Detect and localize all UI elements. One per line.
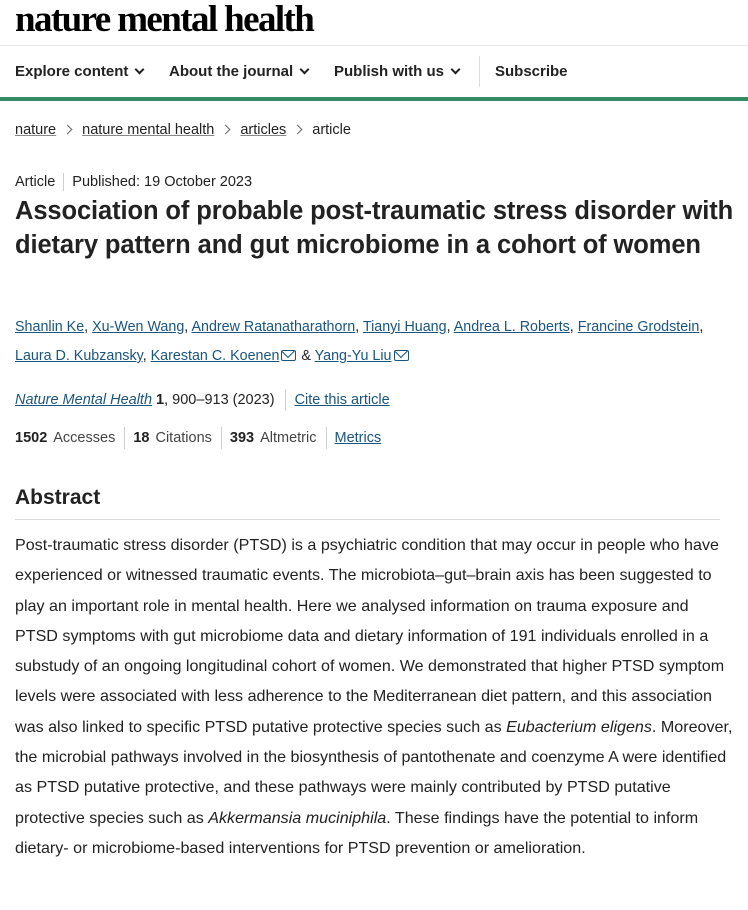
species-name: Akkermansia muciniphila (208, 808, 387, 827)
citation-line (15, 389, 390, 411)
chevron-down-icon (135, 65, 145, 75)
nav-label: Explore content (15, 63, 129, 80)
author-link[interactable]: Karestan C. Koenen (150, 348, 280, 364)
chevron-right-icon (293, 125, 303, 135)
author-link[interactable]: Shanlin Ke (15, 319, 85, 335)
email-icon[interactable] (281, 350, 296, 361)
email-icon[interactable] (394, 350, 409, 361)
article-meta (15, 173, 252, 191)
author-link[interactable]: Andrew Ratanatharathorn (191, 319, 356, 335)
journal-name-link[interactable]: Nature Mental Health (15, 391, 153, 408)
author-link[interactable]: Xu-Wen Wang (92, 319, 185, 335)
citations-count: 18 (133, 429, 150, 446)
nav-label: About the journal (169, 63, 294, 80)
main-nav (0, 46, 748, 101)
article-type: Article (15, 174, 56, 190)
journal-logo[interactable]: nature mental health (15, 0, 314, 40)
nav-divider (479, 56, 480, 87)
breadcrumb (15, 121, 351, 139)
metrics-divider (221, 427, 222, 449)
abstract-heading: Abstract (15, 486, 101, 509)
metrics-divider (326, 427, 327, 449)
citation-divider (285, 389, 286, 411)
nav-publish-with-us[interactable] (334, 46, 459, 97)
author-link[interactable]: Laura D. Kubzansky (15, 348, 143, 364)
masthead (0, 0, 748, 46)
chevron-down-icon (451, 65, 461, 75)
article-title: Association of probable post-traumatic stress disorder with dietary pattern and gut microbiome in a cohort of women (15, 197, 734, 259)
pages-year: , 900–913 (2023) (164, 391, 275, 408)
accesses-count: 1502 (15, 429, 48, 446)
author-joiner: & (301, 348, 311, 364)
altmetric-score: 393 (229, 429, 255, 446)
accesses-label: Accesses (53, 429, 116, 446)
altmetric-label: Altmetric (260, 429, 317, 446)
breadcrumb-item-nature[interactable]: nature (15, 122, 57, 138)
abstract-text (15, 530, 735, 863)
abstract-text-part: . Moreover, the microbial pathways involved in the biosynthesis of pantothenate and coenzyme A were identified as PTSD putative protective, and these pathways were mainly contributed by PTSD putative protective species such as (15, 717, 733, 827)
subscribe-button[interactable]: Subscribe (495, 63, 568, 80)
author-list: Shanlin Ke, Xu-Wen Wang, Andrew Ratanatharathorn, Tianyi Huang, Andrea L. Roberts, Francine Grodstein, Laura D. Kubzansky, Karestan C. Koenen & Yang-Yu Liu (15, 319, 704, 364)
abstract-text-part: . These findings have the potential to inform dietary- or microbiome-based interventions for PTSD prevention or amelioration. (15, 808, 699, 857)
chevron-right-icon (221, 125, 231, 135)
author-link[interactable]: Francine Grodstein (577, 319, 700, 335)
meta-divider (63, 173, 64, 191)
chevron-right-icon (63, 125, 73, 135)
breadcrumb-item-articles[interactable]: articles (240, 122, 287, 138)
abstract-text-part: Post-traumatic stress disorder (PTSD) is a psychiatric condition that may occur in people who have experienced or witnessed traumatic events. The microbiota–gut–brain axis has been suggested to play an important role in mental health. Here we analysed information on trauma exposure and PTSD symptoms with gut microbiome data and dietary information of 191 individuals enrolled in a substudy of an ongoing longitudinal cohort of women. We demonstrated that higher PTSD symptom levels were associated with less adherence to the Mediterranean diet pattern, and this association was also linked to specific PTSD putative protective species such as (15, 536, 725, 736)
author-link[interactable]: Yang-Yu Liu (314, 348, 392, 364)
cite-this-article-link[interactable]: Cite this article (294, 391, 390, 408)
article-metrics (15, 427, 381, 449)
metrics-link[interactable]: Metrics (334, 429, 382, 446)
breadcrumb-current: article (312, 122, 351, 138)
species-name: Eubacterium eligens (506, 717, 652, 736)
author-link[interactable]: Andrea L. Roberts (453, 319, 570, 335)
nav-explore-content[interactable] (15, 46, 143, 97)
volume: 1 (156, 391, 165, 408)
citations-label: Citations (155, 429, 212, 446)
metrics-divider (124, 427, 125, 449)
abstract-divider (15, 519, 720, 520)
breadcrumb-item-nature-mental-health[interactable]: nature mental health (82, 122, 215, 138)
nav-about-journal[interactable] (169, 46, 308, 97)
nav-label: Publish with us (334, 63, 445, 80)
published-date: Published: 19 October 2023 (72, 174, 253, 190)
chevron-down-icon (300, 65, 310, 75)
author-link[interactable]: Tianyi Huang (362, 319, 447, 335)
